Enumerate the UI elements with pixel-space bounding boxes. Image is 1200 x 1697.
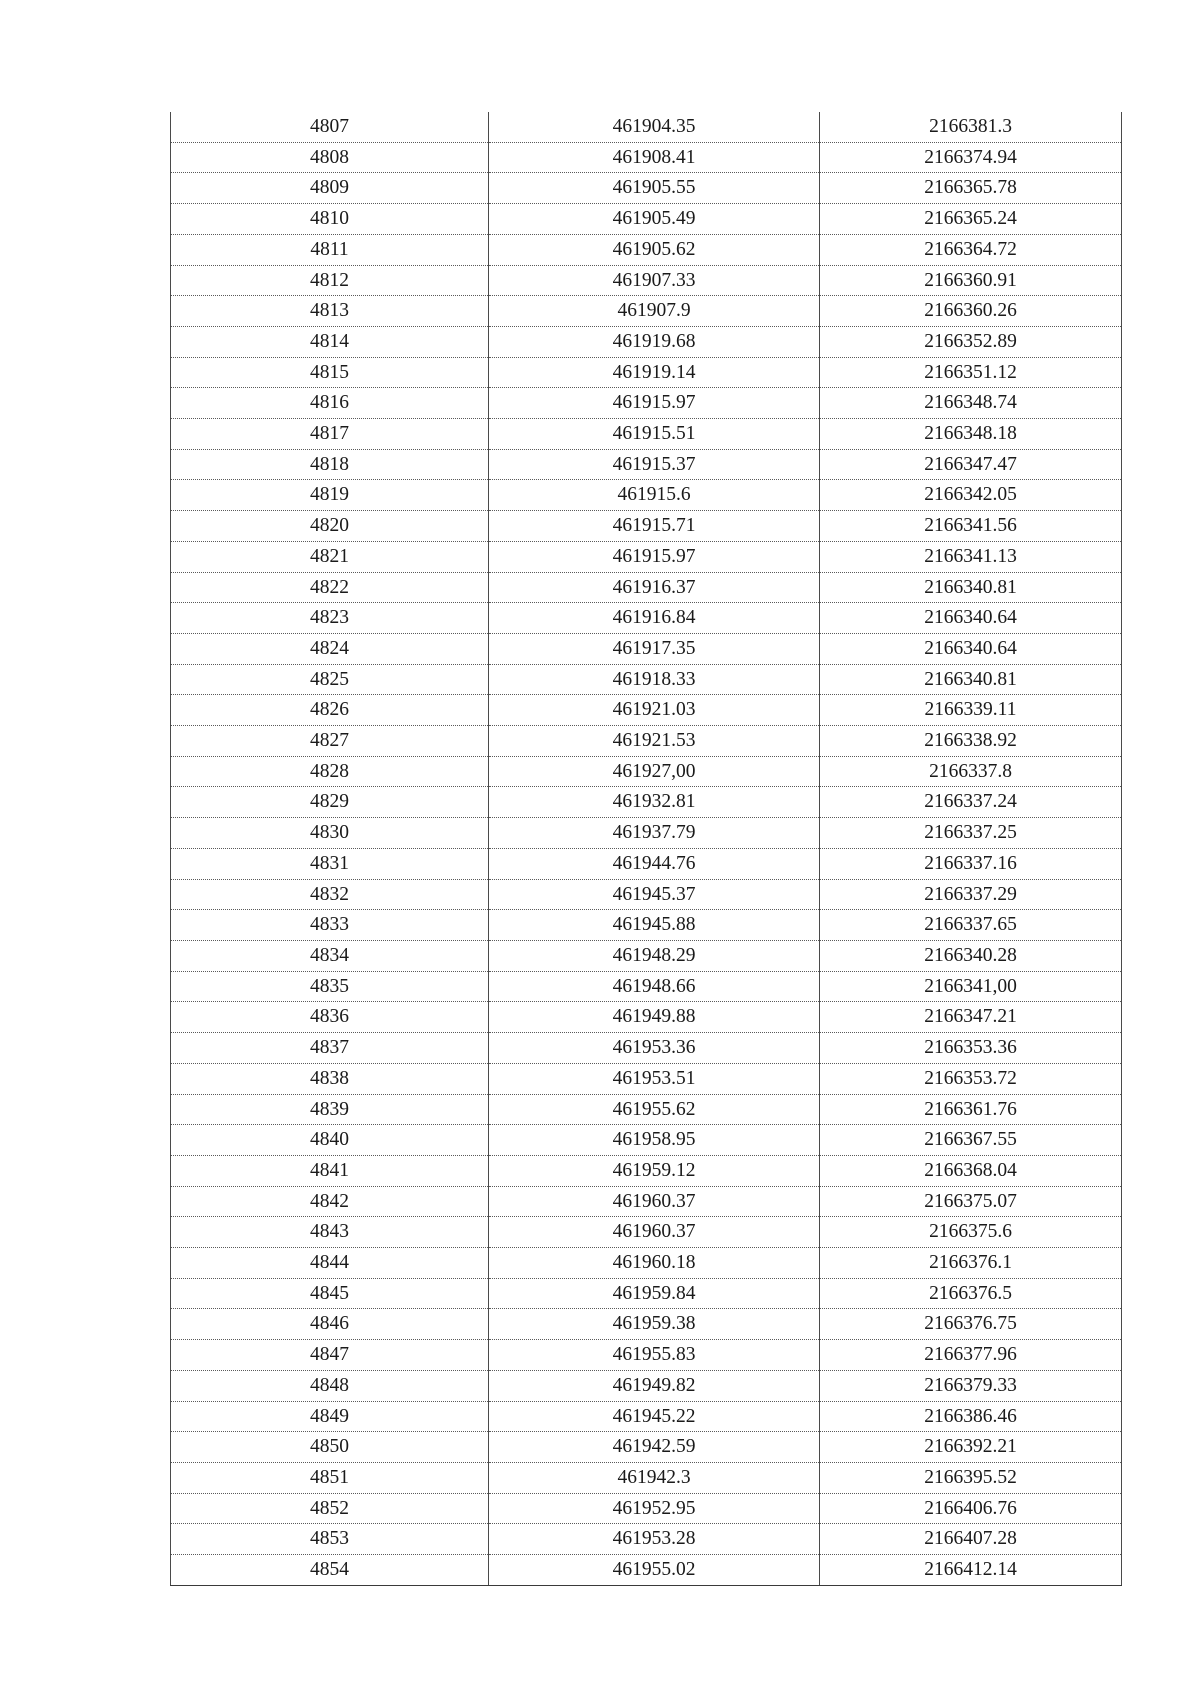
x-coordinate-cell: 461955.62 — [489, 1094, 820, 1125]
table-row — [171, 1094, 1122, 1125]
point-number-cell: 4818 — [171, 449, 489, 480]
x-coordinate-cell: 461915.97 — [489, 541, 820, 572]
point-number-cell: 4824 — [171, 633, 489, 664]
point-number-cell: 4841 — [171, 1155, 489, 1186]
table-row — [171, 1309, 1122, 1340]
y-coordinate-cell: 2166340.81 — [820, 572, 1122, 603]
y-coordinate-cell: 2166341.56 — [820, 511, 1122, 542]
point-number-cell: 4825 — [171, 664, 489, 695]
x-coordinate-cell: 461949.88 — [489, 1002, 820, 1033]
point-number-cell: 4819 — [171, 480, 489, 511]
table-row — [171, 1555, 1122, 1586]
y-coordinate-cell: 2166341.13 — [820, 541, 1122, 572]
table-row — [171, 1002, 1122, 1033]
x-coordinate-cell: 461955.02 — [489, 1555, 820, 1586]
y-coordinate-cell: 2166368.04 — [820, 1155, 1122, 1186]
y-coordinate-cell: 2166347.21 — [820, 1002, 1122, 1033]
x-coordinate-cell: 461915.37 — [489, 449, 820, 480]
point-number-cell: 4827 — [171, 726, 489, 757]
table-row — [171, 541, 1122, 572]
table-row — [171, 1186, 1122, 1217]
x-coordinate-cell: 461960.18 — [489, 1248, 820, 1279]
table-row — [171, 787, 1122, 818]
table-row — [171, 204, 1122, 235]
x-coordinate-cell: 461917.35 — [489, 633, 820, 664]
y-coordinate-cell: 2166340.81 — [820, 664, 1122, 695]
x-coordinate-cell: 461921.03 — [489, 695, 820, 726]
point-number-cell: 4843 — [171, 1217, 489, 1248]
table-row — [171, 940, 1122, 971]
point-number-cell: 4852 — [171, 1493, 489, 1524]
y-coordinate-cell: 2166341,00 — [820, 971, 1122, 1002]
x-coordinate-cell: 461915.6 — [489, 480, 820, 511]
point-number-cell: 4845 — [171, 1278, 489, 1309]
x-coordinate-cell: 461919.68 — [489, 326, 820, 357]
point-number-cell: 4815 — [171, 357, 489, 388]
y-coordinate-cell: 2166340.64 — [820, 603, 1122, 634]
point-number-cell: 4840 — [171, 1125, 489, 1156]
y-coordinate-cell: 2166348.18 — [820, 419, 1122, 450]
point-number-cell: 4834 — [171, 940, 489, 971]
y-coordinate-cell: 2166340.64 — [820, 633, 1122, 664]
x-coordinate-cell: 461945.22 — [489, 1401, 820, 1432]
y-coordinate-cell: 2166406.76 — [820, 1493, 1122, 1524]
point-number-cell: 4808 — [171, 142, 489, 173]
point-number-cell: 4846 — [171, 1309, 489, 1340]
table-row — [171, 1248, 1122, 1279]
y-coordinate-cell: 2166360.26 — [820, 296, 1122, 327]
point-number-cell: 4813 — [171, 296, 489, 327]
y-coordinate-cell: 2166375.6 — [820, 1217, 1122, 1248]
x-coordinate-cell: 461905.49 — [489, 204, 820, 235]
x-coordinate-cell: 461916.37 — [489, 572, 820, 603]
point-number-cell: 4831 — [171, 848, 489, 879]
point-number-cell: 4814 — [171, 326, 489, 357]
x-coordinate-cell: 461945.88 — [489, 910, 820, 941]
x-coordinate-cell: 461919.14 — [489, 357, 820, 388]
x-coordinate-cell: 461915.97 — [489, 388, 820, 419]
y-coordinate-cell: 2166412.14 — [820, 1555, 1122, 1586]
x-coordinate-cell: 461959.38 — [489, 1309, 820, 1340]
y-coordinate-cell: 2166381.3 — [820, 112, 1122, 142]
table-row — [171, 664, 1122, 695]
x-coordinate-cell: 461937.79 — [489, 818, 820, 849]
y-coordinate-cell: 2166353.36 — [820, 1033, 1122, 1064]
coordinates-table-body — [171, 112, 1122, 1585]
x-coordinate-cell: 461907.33 — [489, 265, 820, 296]
point-number-cell: 4812 — [171, 265, 489, 296]
y-coordinate-cell: 2166337.65 — [820, 910, 1122, 941]
point-number-cell: 4816 — [171, 388, 489, 419]
y-coordinate-cell: 2166337.24 — [820, 787, 1122, 818]
x-coordinate-cell: 461948.29 — [489, 940, 820, 971]
y-coordinate-cell: 2166376.5 — [820, 1278, 1122, 1309]
x-coordinate-cell: 461921.53 — [489, 726, 820, 757]
x-coordinate-cell: 461953.51 — [489, 1063, 820, 1094]
x-coordinate-cell: 461945.37 — [489, 879, 820, 910]
x-coordinate-cell: 461942.3 — [489, 1462, 820, 1493]
y-coordinate-cell: 2166347.47 — [820, 449, 1122, 480]
x-coordinate-cell: 461904.35 — [489, 112, 820, 142]
x-coordinate-cell: 461960.37 — [489, 1217, 820, 1248]
table-row — [171, 511, 1122, 542]
y-coordinate-cell: 2166377.96 — [820, 1340, 1122, 1371]
x-coordinate-cell: 461959.12 — [489, 1155, 820, 1186]
table-row — [171, 879, 1122, 910]
y-coordinate-cell: 2166365.24 — [820, 204, 1122, 235]
y-coordinate-cell: 2166337.25 — [820, 818, 1122, 849]
x-coordinate-cell: 461944.76 — [489, 848, 820, 879]
point-number-cell: 4836 — [171, 1002, 489, 1033]
x-coordinate-cell: 461905.55 — [489, 173, 820, 204]
y-coordinate-cell: 2166395.52 — [820, 1462, 1122, 1493]
y-coordinate-cell: 2166353.72 — [820, 1063, 1122, 1094]
x-coordinate-cell: 461952.95 — [489, 1493, 820, 1524]
x-coordinate-cell: 461958.95 — [489, 1125, 820, 1156]
x-coordinate-cell: 461959.84 — [489, 1278, 820, 1309]
table-row — [171, 388, 1122, 419]
x-coordinate-cell: 461907.9 — [489, 296, 820, 327]
y-coordinate-cell: 2166365.78 — [820, 173, 1122, 204]
table-row — [171, 726, 1122, 757]
y-coordinate-cell: 2166374.94 — [820, 142, 1122, 173]
table-row — [171, 971, 1122, 1002]
y-coordinate-cell: 2166337.8 — [820, 756, 1122, 787]
x-coordinate-cell: 461942.59 — [489, 1432, 820, 1463]
point-number-cell: 4821 — [171, 541, 489, 572]
point-number-cell: 4823 — [171, 603, 489, 634]
x-coordinate-cell: 461953.36 — [489, 1033, 820, 1064]
x-coordinate-cell: 461908.41 — [489, 142, 820, 173]
y-coordinate-cell: 2166342.05 — [820, 480, 1122, 511]
x-coordinate-cell: 461905.62 — [489, 234, 820, 265]
y-coordinate-cell: 2166337.16 — [820, 848, 1122, 879]
y-coordinate-cell: 2166367.55 — [820, 1125, 1122, 1156]
point-number-cell: 4854 — [171, 1555, 489, 1586]
point-number-cell: 4848 — [171, 1370, 489, 1401]
table-row — [171, 633, 1122, 664]
table-row — [171, 818, 1122, 849]
table-row — [171, 1063, 1122, 1094]
table-row — [171, 1155, 1122, 1186]
point-number-cell: 4833 — [171, 910, 489, 941]
coordinates-table — [170, 112, 1122, 1586]
point-number-cell: 4807 — [171, 112, 489, 142]
point-number-cell: 4838 — [171, 1063, 489, 1094]
table-row — [171, 1217, 1122, 1248]
table-row — [171, 910, 1122, 941]
x-coordinate-cell: 461927,00 — [489, 756, 820, 787]
table-row — [171, 419, 1122, 450]
point-number-cell: 4820 — [171, 511, 489, 542]
y-coordinate-cell: 2166351.12 — [820, 357, 1122, 388]
x-coordinate-cell: 461955.83 — [489, 1340, 820, 1371]
y-coordinate-cell: 2166360.91 — [820, 265, 1122, 296]
table-row — [171, 1278, 1122, 1309]
table-row — [171, 756, 1122, 787]
point-number-cell: 4847 — [171, 1340, 489, 1371]
table-row — [171, 173, 1122, 204]
table-row — [171, 1524, 1122, 1555]
y-coordinate-cell: 2166379.33 — [820, 1370, 1122, 1401]
point-number-cell: 4844 — [171, 1248, 489, 1279]
table-row — [171, 480, 1122, 511]
y-coordinate-cell: 2166392.21 — [820, 1432, 1122, 1463]
x-coordinate-cell: 461960.37 — [489, 1186, 820, 1217]
table-row — [171, 1033, 1122, 1064]
point-number-cell: 4809 — [171, 173, 489, 204]
table-row — [171, 1370, 1122, 1401]
y-coordinate-cell: 2166361.76 — [820, 1094, 1122, 1125]
table-row — [171, 265, 1122, 296]
y-coordinate-cell: 2166376.75 — [820, 1309, 1122, 1340]
table-row — [171, 142, 1122, 173]
point-number-cell: 4828 — [171, 756, 489, 787]
table-row — [171, 1125, 1122, 1156]
table-row — [171, 695, 1122, 726]
y-coordinate-cell: 2166352.89 — [820, 326, 1122, 357]
point-number-cell: 4842 — [171, 1186, 489, 1217]
y-coordinate-cell: 2166364.72 — [820, 234, 1122, 265]
point-number-cell: 4811 — [171, 234, 489, 265]
point-number-cell: 4826 — [171, 695, 489, 726]
point-number-cell: 4830 — [171, 818, 489, 849]
y-coordinate-cell: 2166376.1 — [820, 1248, 1122, 1279]
point-number-cell: 4817 — [171, 419, 489, 450]
x-coordinate-cell: 461948.66 — [489, 971, 820, 1002]
table-row — [171, 1340, 1122, 1371]
point-number-cell: 4835 — [171, 971, 489, 1002]
table-row — [171, 296, 1122, 327]
point-number-cell: 4832 — [171, 879, 489, 910]
point-number-cell: 4837 — [171, 1033, 489, 1064]
point-number-cell: 4850 — [171, 1432, 489, 1463]
y-coordinate-cell: 2166407.28 — [820, 1524, 1122, 1555]
table-row — [171, 326, 1122, 357]
table-row — [171, 449, 1122, 480]
x-coordinate-cell: 461915.71 — [489, 511, 820, 542]
y-coordinate-cell: 2166337.29 — [820, 879, 1122, 910]
x-coordinate-cell: 461953.28 — [489, 1524, 820, 1555]
point-number-cell: 4851 — [171, 1462, 489, 1493]
table-row — [171, 848, 1122, 879]
table-row — [171, 1462, 1122, 1493]
x-coordinate-cell: 461949.82 — [489, 1370, 820, 1401]
point-number-cell: 4849 — [171, 1401, 489, 1432]
table-row — [171, 603, 1122, 634]
table-row — [171, 234, 1122, 265]
x-coordinate-cell: 461915.51 — [489, 419, 820, 450]
table-row — [171, 357, 1122, 388]
y-coordinate-cell: 2166339.11 — [820, 695, 1122, 726]
table-row — [171, 1432, 1122, 1463]
y-coordinate-cell: 2166375.07 — [820, 1186, 1122, 1217]
point-number-cell: 4839 — [171, 1094, 489, 1125]
point-number-cell: 4822 — [171, 572, 489, 603]
y-coordinate-cell: 2166386.46 — [820, 1401, 1122, 1432]
x-coordinate-cell: 461916.84 — [489, 603, 820, 634]
table-row — [171, 1493, 1122, 1524]
x-coordinate-cell: 461918.33 — [489, 664, 820, 695]
y-coordinate-cell: 2166348.74 — [820, 388, 1122, 419]
table-row — [171, 112, 1122, 142]
point-number-cell: 4853 — [171, 1524, 489, 1555]
table-row — [171, 572, 1122, 603]
y-coordinate-cell: 2166340.28 — [820, 940, 1122, 971]
point-number-cell: 4810 — [171, 204, 489, 235]
x-coordinate-cell: 461932.81 — [489, 787, 820, 818]
y-coordinate-cell: 2166338.92 — [820, 726, 1122, 757]
table-row — [171, 1401, 1122, 1432]
point-number-cell: 4829 — [171, 787, 489, 818]
